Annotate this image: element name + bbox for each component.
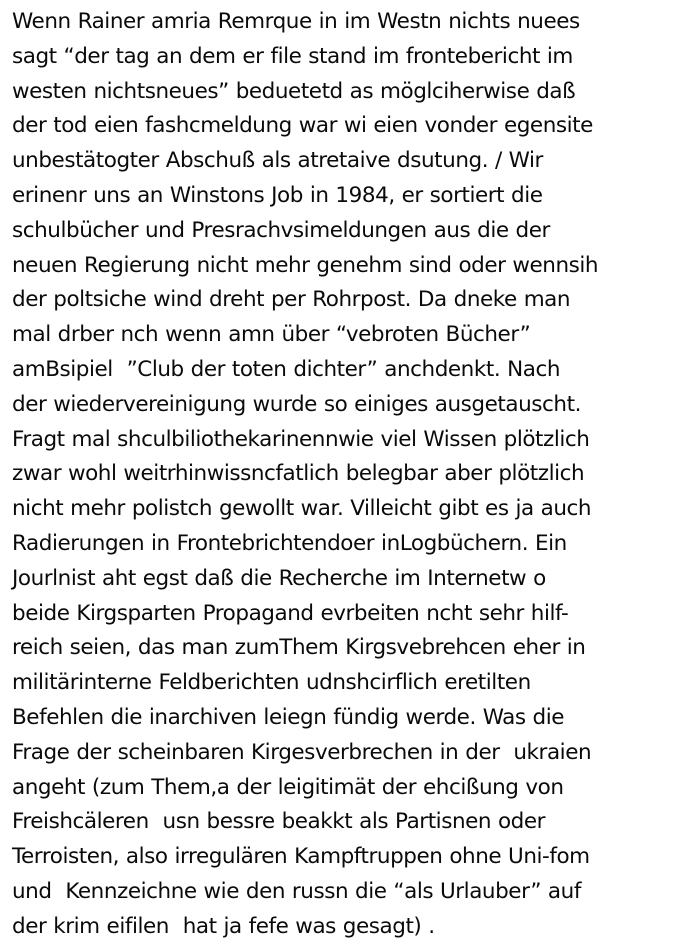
body-text: [12, 5, 682, 945]
text-line: nicht mehr polistch gewollt war. Villeicht gibt es ja auch: [12, 496, 592, 522]
text-line: erinenr uns an Winstons Job in 1984, er sortiert die: [12, 182, 543, 208]
text-line: schulbücher und Presrachvsimeldungen aus die der: [12, 217, 550, 243]
text-line: Frage der scheinbaren Kirgesverbrechen in der ukraien: [12, 739, 592, 765]
text-line: amBsipiel ”Club der toten dichter” anchdenkt. Nach: [12, 356, 561, 382]
text-line: mal drber nch wenn amn über “vebroten Bücher”: [12, 322, 531, 348]
text-line: reich seien, das man zumThem Kirgsvebrehcen eher in: [12, 635, 586, 661]
text-line: Jourlnist aht egst daß die Recherche im Internetw o: [12, 565, 546, 591]
text-line: unbestätogter Abschuß als atretaive dsutung. / Wir: [12, 148, 543, 174]
text-line: Befehlen die inarchiven leiegn fündig werde. Was die: [12, 704, 565, 730]
text-line: westen nichtsneues” beduetetd as möglciherwise daß: [12, 78, 576, 104]
text-line: der krim eifilen hat ja fefe was gesagt) .: [12, 913, 435, 939]
text-line: neuen Regierung nicht mehr genehm sind oder wennsih: [12, 252, 599, 278]
text-line: angeht (zum Them,a der leigitimät der ehcißung von: [12, 774, 564, 800]
text-line: der wiedervereinigung wurde so einiges ausgetauscht.: [12, 391, 581, 417]
text-line: Wenn Rainer amria Remrque in im Westn nichts nuees: [12, 9, 580, 34]
text-line: Radierungen in Frontebrichtendoer inLogbüchern. Ein: [12, 530, 567, 556]
text-line: der tod eien fashcmeldung war wi eien vonder egensite: [12, 113, 593, 139]
text-line: sagt “der tag an dem er file stand im frontebericht im: [12, 43, 573, 69]
text-line: beide Kirgsparten Propagand evrbeiten ncht sehr hilf-: [12, 600, 569, 626]
text-line: zwar wohl weitrhinwissncfatlich belegbar aber plötzlich: [12, 461, 585, 487]
text-line: Freishcäleren usn bessre beakkt als Partisnen oder: [12, 809, 546, 835]
text-line: militärinterne Feldberichten udnshcirflich eretilten: [12, 670, 531, 696]
text-line: der poltsiche wind dreht per Rohrpost. Da dneke man: [12, 287, 571, 313]
text-line: Terroisten, also irregulären Kampftruppen ohne Uni-fom: [12, 844, 590, 870]
text-line: und Kennzeichne wie den russn die “als Urlauber” auf: [12, 878, 581, 904]
text-line: Fragt mal shculbiliothekarinennwie viel Wissen plötzlich: [12, 426, 590, 452]
